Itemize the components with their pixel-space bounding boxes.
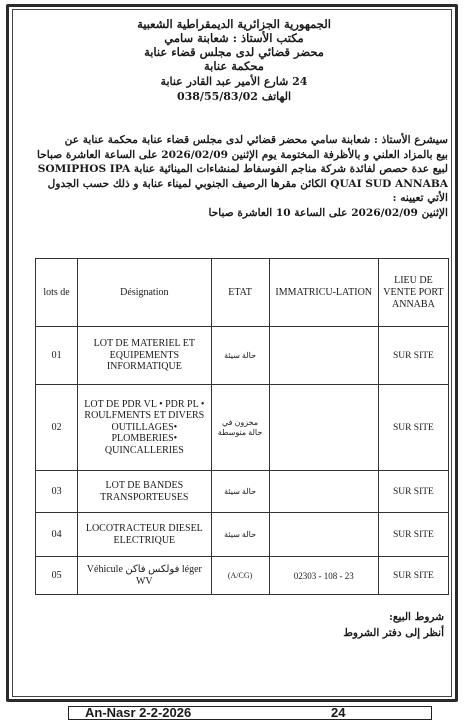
header-lieu: LIEU DE VENTE PORT ANNABA [378,259,448,327]
cell-lot: 05 [36,557,78,595]
cell-immatriculation [269,385,378,471]
header-address: 24 شارع الأمير عبد القادر عنابة [160,75,308,88]
header-immatriculation: IMMATRICU-LATION [269,259,378,327]
header-phone: الهاتف 038/55/83/02 [176,90,292,103]
cell-lieu: SUR SITE [378,471,448,513]
announcement-line: لبيع عدة حصص لفائدة شركة مناجم الفوسفاط لمنشاءات المينائية عنابة SOMIPHOS IPA [37,163,448,176]
announcement-line: بيع بالمزاد العلني و بالأظرفة المختومة يوم الإثنين 2026/02/09 على الساعة العاشرة صباحا [37,148,448,161]
cell-etat: حالة سيئة [211,471,269,513]
table-header-row [36,259,449,327]
cell-immatriculation [269,327,378,385]
cell-lieu: SUR SITE [378,327,448,385]
header-etat: ETAT [211,259,269,327]
header-office: مكتب الأستاذ : شعابنة سامي [164,31,304,45]
cell-etat: حالة سيئة [211,513,269,557]
cell-lieu: SUR SITE [378,385,448,471]
table-row [36,471,449,513]
announcement-line: سيشرع الأستاذ : شعابنة سامي محضر قضائي لدى مجلس قضاء عنابة محكمة عنابة عن [64,134,448,146]
header-designation: Désignation [78,259,211,327]
announcement-line: الإثنين 2026/02/09 على الساعة 10 العاشرة صباحا [208,206,448,219]
cell-lieu: SUR SITE [378,557,448,595]
header-lot: lots de [36,259,78,327]
page-number: 24 [331,705,346,720]
cell-immatriculation [269,471,378,513]
table-row [36,327,449,385]
cell-lot: 01 [36,327,78,385]
cell-lot: 02 [36,385,78,471]
header-republic: الجمهورية الجزائرية الديمقراطية الشعبية [137,17,331,31]
cell-immatriculation [269,513,378,557]
cell-lot: 04 [36,513,78,557]
publication-date: An-Nasr 2-2-2026 [85,705,192,720]
cell-lot: 03 [36,471,78,513]
conditions-title: شروط البيع: [389,611,444,623]
lots-table [35,258,449,595]
cell-etat: حالة سيئة [211,327,269,385]
cell-designation: Véhicule فولكس فاكن léger WV [78,557,211,595]
cell-designation: LOT DE PDR VL • PDR PL • ROULFMENTS ET DIVERS OUTILLAGES• PLOMBERIES• QUINCALLERIES [78,385,211,471]
cell-designation: LOT DE MATERIEL ET EQUIPEMENTS INFORMATIQUE [78,327,211,385]
cell-etat: مخزون في حالة متوسطة [211,385,269,471]
table-row [36,557,449,595]
announcement-line: QUAI SUD ANNABA الكائن مقرها الرصيف الجنوبي لميناء عنابة و ذلك حسب الجدول [47,177,448,190]
cell-lieu: SUR SITE [378,513,448,557]
announcement-line: الأتي تعيينه : [392,192,448,205]
cell-etat: (A/CG) [211,557,269,595]
header-bailiff: محضر قضائي لدى مجلس قضاء عنابة [144,45,324,59]
table-row [36,385,449,471]
cell-immatriculation: 02303 - 108 - 23 [269,557,378,595]
cell-designation: LOT DE BANDES TRANSPORTEUSES [78,471,211,513]
announcement-text [20,133,448,221]
cell-designation: LOCOTRACTEUR DIESEL ELECTRIQUE [78,513,211,557]
table-row [36,513,449,557]
conditions-text: أنظر إلى دفتر الشروط [343,627,444,639]
header-court: محكمة عنابة [204,59,264,73]
